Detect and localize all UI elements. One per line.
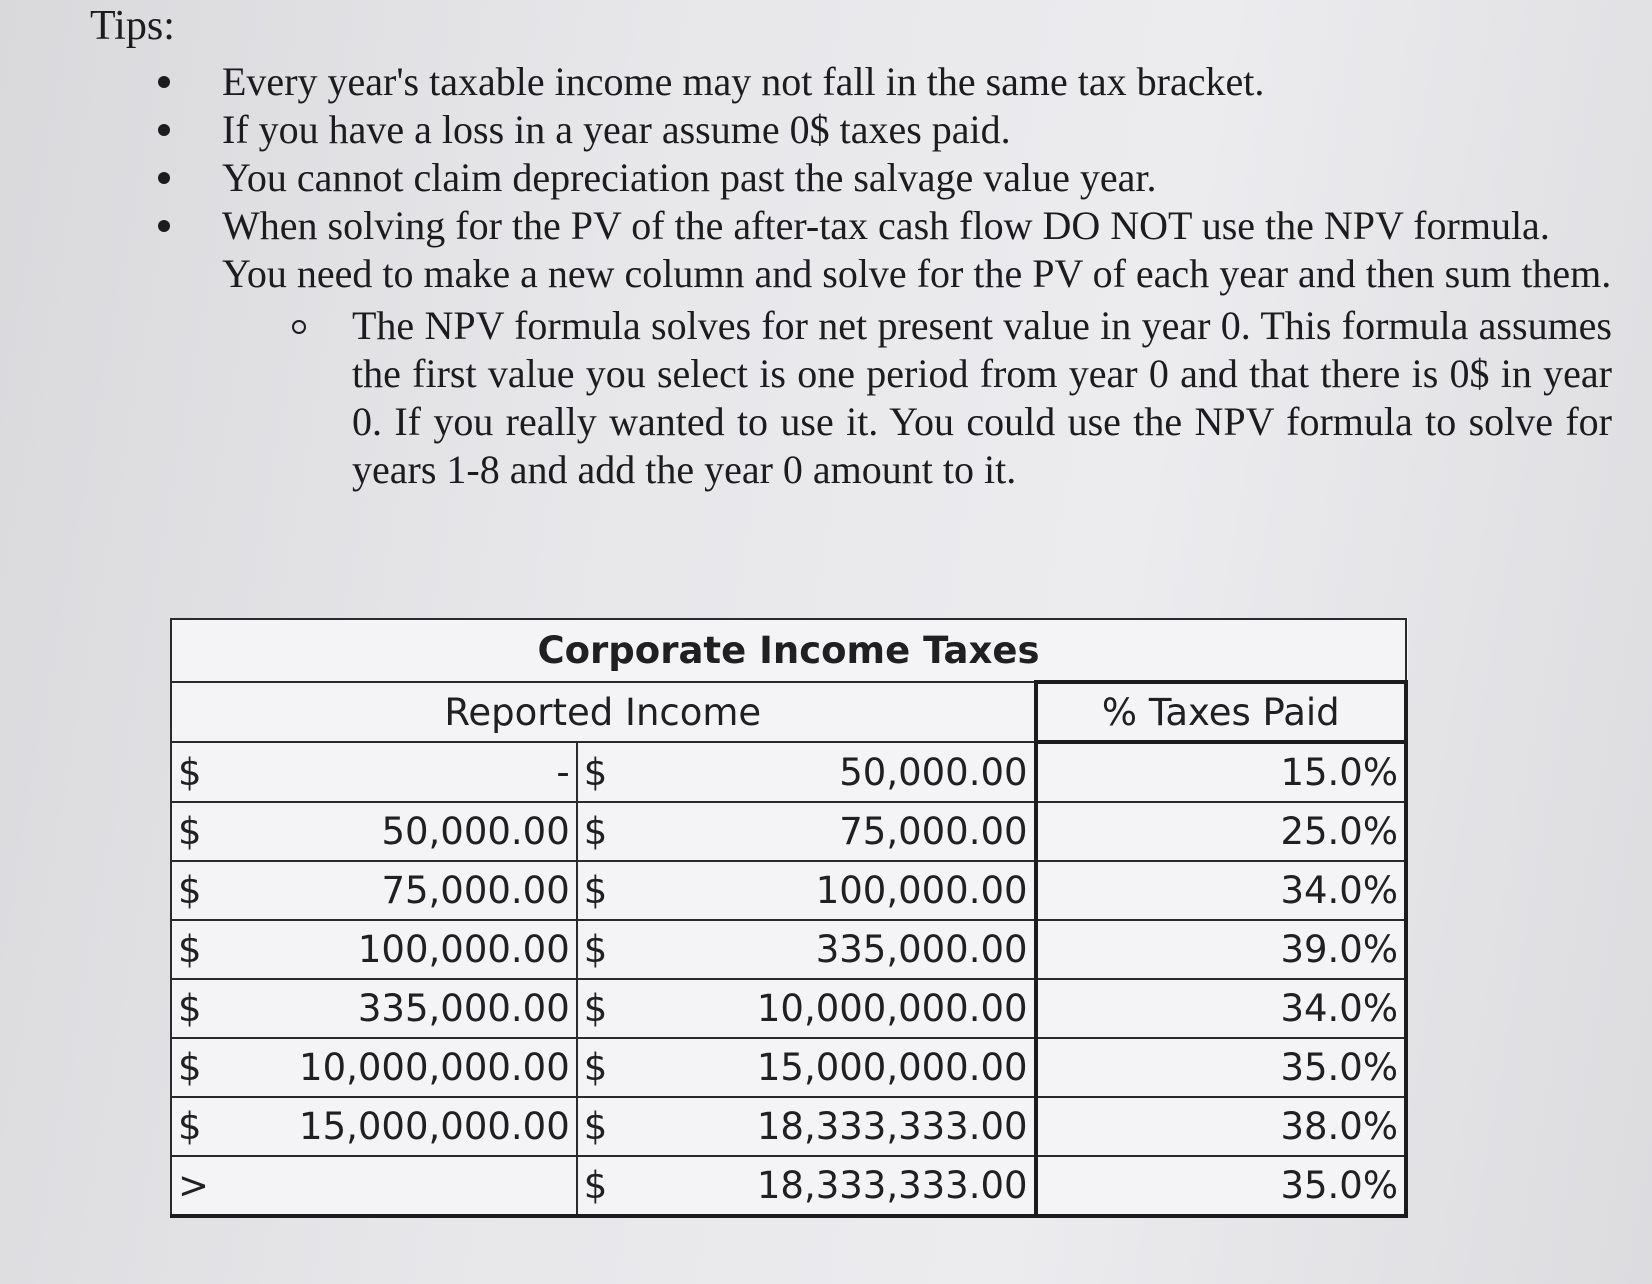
to-value: 100,000.00 xyxy=(626,861,1036,920)
from-value: 50,000.00 xyxy=(220,802,577,861)
subtip-text: The NPV formula solves for net present value in year 0. This formula assumes the first value you select is one period from year 0 and that there is 0$ in year 0. If you really wanted to use it. You could use the NPV formula to solve for years 1-8 and add the year 0 amount to it. xyxy=(352,303,1612,492)
tip-item xyxy=(0,202,1652,298)
table-row xyxy=(171,979,1406,1038)
tip-subitem xyxy=(0,302,1652,494)
bullet-icon xyxy=(158,220,170,232)
taxes-paid-header: % Taxes Paid xyxy=(1036,682,1406,742)
tax-rate: 39.0% xyxy=(1036,920,1406,979)
from-symbol: $ xyxy=(171,979,220,1038)
from-symbol: > xyxy=(171,1156,220,1216)
from-value: 100,000.00 xyxy=(220,920,577,979)
from-value: 75,000.00 xyxy=(220,861,577,920)
from-value: - xyxy=(220,742,577,802)
to-value: 10,000,000.00 xyxy=(626,979,1036,1038)
table-row xyxy=(171,802,1406,861)
tax-rate: 25.0% xyxy=(1036,802,1406,861)
tax-rate: 34.0% xyxy=(1036,861,1406,920)
to-symbol: $ xyxy=(577,920,626,979)
to-symbol: $ xyxy=(577,742,626,802)
tip-item xyxy=(0,154,1652,202)
tip-text: If you have a loss in a year assume 0$ taxes paid. xyxy=(222,107,1011,152)
tax-rate: 34.0% xyxy=(1036,979,1406,1038)
tip-text: When solving for the PV of the after-tax cash flow DO NOT use the NPV formula. You need to make a new column and solve for the PV of each year and then sum them. xyxy=(222,203,1612,296)
tax-rate: 35.0% xyxy=(1036,1156,1406,1216)
bullet-icon xyxy=(158,124,170,136)
to-symbol: $ xyxy=(577,802,626,861)
tax-rate: 38.0% xyxy=(1036,1097,1406,1156)
to-value: 18,333,333.00 xyxy=(626,1097,1036,1156)
table-row xyxy=(171,1038,1406,1097)
tip-item xyxy=(0,106,1652,154)
reported-income-header: Reported Income xyxy=(171,682,1036,742)
tax-rate: 35.0% xyxy=(1036,1038,1406,1097)
from-value: 15,000,000.00 xyxy=(220,1097,577,1156)
tips-list xyxy=(0,58,1652,494)
to-value: 335,000.00 xyxy=(626,920,1036,979)
to-value: 75,000.00 xyxy=(626,802,1036,861)
to-symbol: $ xyxy=(577,1156,626,1216)
to-value: 15,000,000.00 xyxy=(626,1038,1036,1097)
from-value xyxy=(220,1156,577,1216)
bullet-icon xyxy=(158,172,170,184)
to-value: 50,000.00 xyxy=(626,742,1036,802)
table-row xyxy=(171,861,1406,920)
bullet-icon xyxy=(158,76,170,88)
to-symbol: $ xyxy=(577,861,626,920)
from-symbol: $ xyxy=(171,1097,220,1156)
from-symbol: $ xyxy=(171,742,220,802)
tip-text: You cannot claim depreciation past the salvage value year. xyxy=(222,155,1157,200)
from-symbol: $ xyxy=(171,1038,220,1097)
to-symbol: $ xyxy=(577,1038,626,1097)
from-value: 10,000,000.00 xyxy=(220,1038,577,1097)
from-value: 335,000.00 xyxy=(220,979,577,1038)
to-symbol: $ xyxy=(577,1097,626,1156)
table-row xyxy=(171,1097,1406,1156)
table-row xyxy=(171,742,1406,802)
table-title: Corporate Income Taxes xyxy=(171,619,1406,682)
tip-item xyxy=(0,58,1652,106)
corporate-income-tax-table xyxy=(170,618,1408,1218)
from-symbol: $ xyxy=(171,920,220,979)
from-symbol: $ xyxy=(171,802,220,861)
to-symbol: $ xyxy=(577,979,626,1038)
from-symbol: $ xyxy=(171,861,220,920)
tax-rate: 15.0% xyxy=(1036,742,1406,802)
to-value: 18,333,333.00 xyxy=(626,1156,1036,1216)
tip-text: Every year's taxable income may not fall in the same tax bracket. xyxy=(222,59,1265,104)
table-row xyxy=(171,920,1406,979)
hollow-bullet-icon xyxy=(292,320,306,334)
table-row xyxy=(171,1156,1406,1216)
tips-heading: Tips: xyxy=(90,3,175,49)
